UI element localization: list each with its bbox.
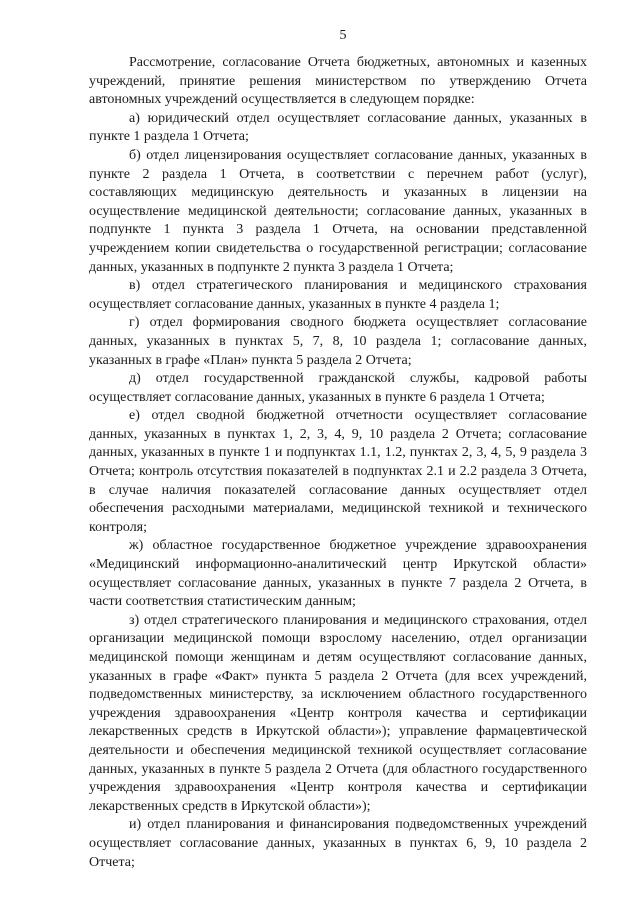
paragraph-z: з) отдел стратегического планирования и медицинского страхования, отдел организации медицинской помощи взрослому населению, отдел организации медицинской помощи женщинам и детям осуществляют согласование данных, указанных в графе «Факт» пункта 5 раздела 2 Отчета (для всех учреждений, подведомственных министерству, за исключением областного государственного учреждения здравоохранения «Центр контроля качества и сертификации лекарственных средств в Иркутской области»); управление фармацевтической деятельности и обеспечения медицинской техникой осуществляет согласование данных, указанных в пункте 5 раздела 2 Отчета (для областного государственного учреждения здравоохранения «Центр контроля качества и сертификации лекарственных средств в Иркутской области»); [89,612,587,814]
paragraph-i: и) отдел планирования и финансирования подведомственных учреждений осуществляет согласование данных, указанных в пунктах 6, 9, 10 раздела 2 Отчета; [89,817,587,870]
paragraph-v: в) отдел стратегического планирования и медицинского страхования осуществляет согласование данных, указанных в пункте 4 раздела 1; [89,278,587,312]
paragraph-d: д) отдел государственной гражданской службы, кадровой работы осуществляет согласование данных, указанных в пункте 6 раздела 1 Отчета; [89,371,587,405]
paragraph-e: е) отдел сводной бюджетной отчетности осуществляет согласование данных, указанных в пунктах 1, 2, 3, 4, 9, 10 раздела 2 Отчета; согласование данных, указанных в пункте 1 и подпунктах 1.1, 1.2, пунктах 2, 3, 4, 5, 9 раздела 3 Отчета; контроль отсутствия показателей в подпунктах 2.1 и 2.2 раздела 3 Отчета, в случае наличия показателей согласование данных осуществляет отдел обеспечения расходными материалами, медицинской техникой и технического контроля; [89,408,587,535]
paragraph-a: а) юридический отдел осуществляет согласование данных, указанных в пункте 1 раздела 1 Отчета; [89,110,587,145]
paragraph-zh: ж) областное государственное бюджетное учреждение здравоохранения «Медицинский информационно-аналитический центр Иркутской области» осуществляет согласование данных, указанных в пункте 7 раздела 2 Отчета, в части соответствия статистическим данным; [89,538,587,610]
paragraph-intro: Рассмотрение, согласование Отчета бюджетных, автономных и казенных учреждений, принятие решения министерством по утверждению Отчета автономных учреждений осуществляется в следующем порядке: [89,55,587,108]
document-page [89,28,587,872]
page-number: 5 [339,28,347,43]
paragraph-g: г) отдел формирования сводного бюджета осуществляет согласование данных, указанных в пунктах 5, 7, 8, 10 раздела 1; согласование данных, указанных в графе «План» пункта 5 раздела 2 Отчета; [89,315,587,368]
paragraph-b: б) отдел лицензирования осуществляет согласование данных, указанных в пункте 2 раздела 1 Отчета, в соответствии с перечнем работ (услуг), составляющих медицинскую деятельность и указанных в лицензии на осуществление медицинской деятельности; согласование данных, указанных в подпункте 1 пункта 3 раздела 1 Отчета, на основании представленной учреждением копии свидетельства о государственной регистрации; согласование данных, указанных в подпункте 2 пункта 3 раздела 1 Отчета; [89,147,587,275]
